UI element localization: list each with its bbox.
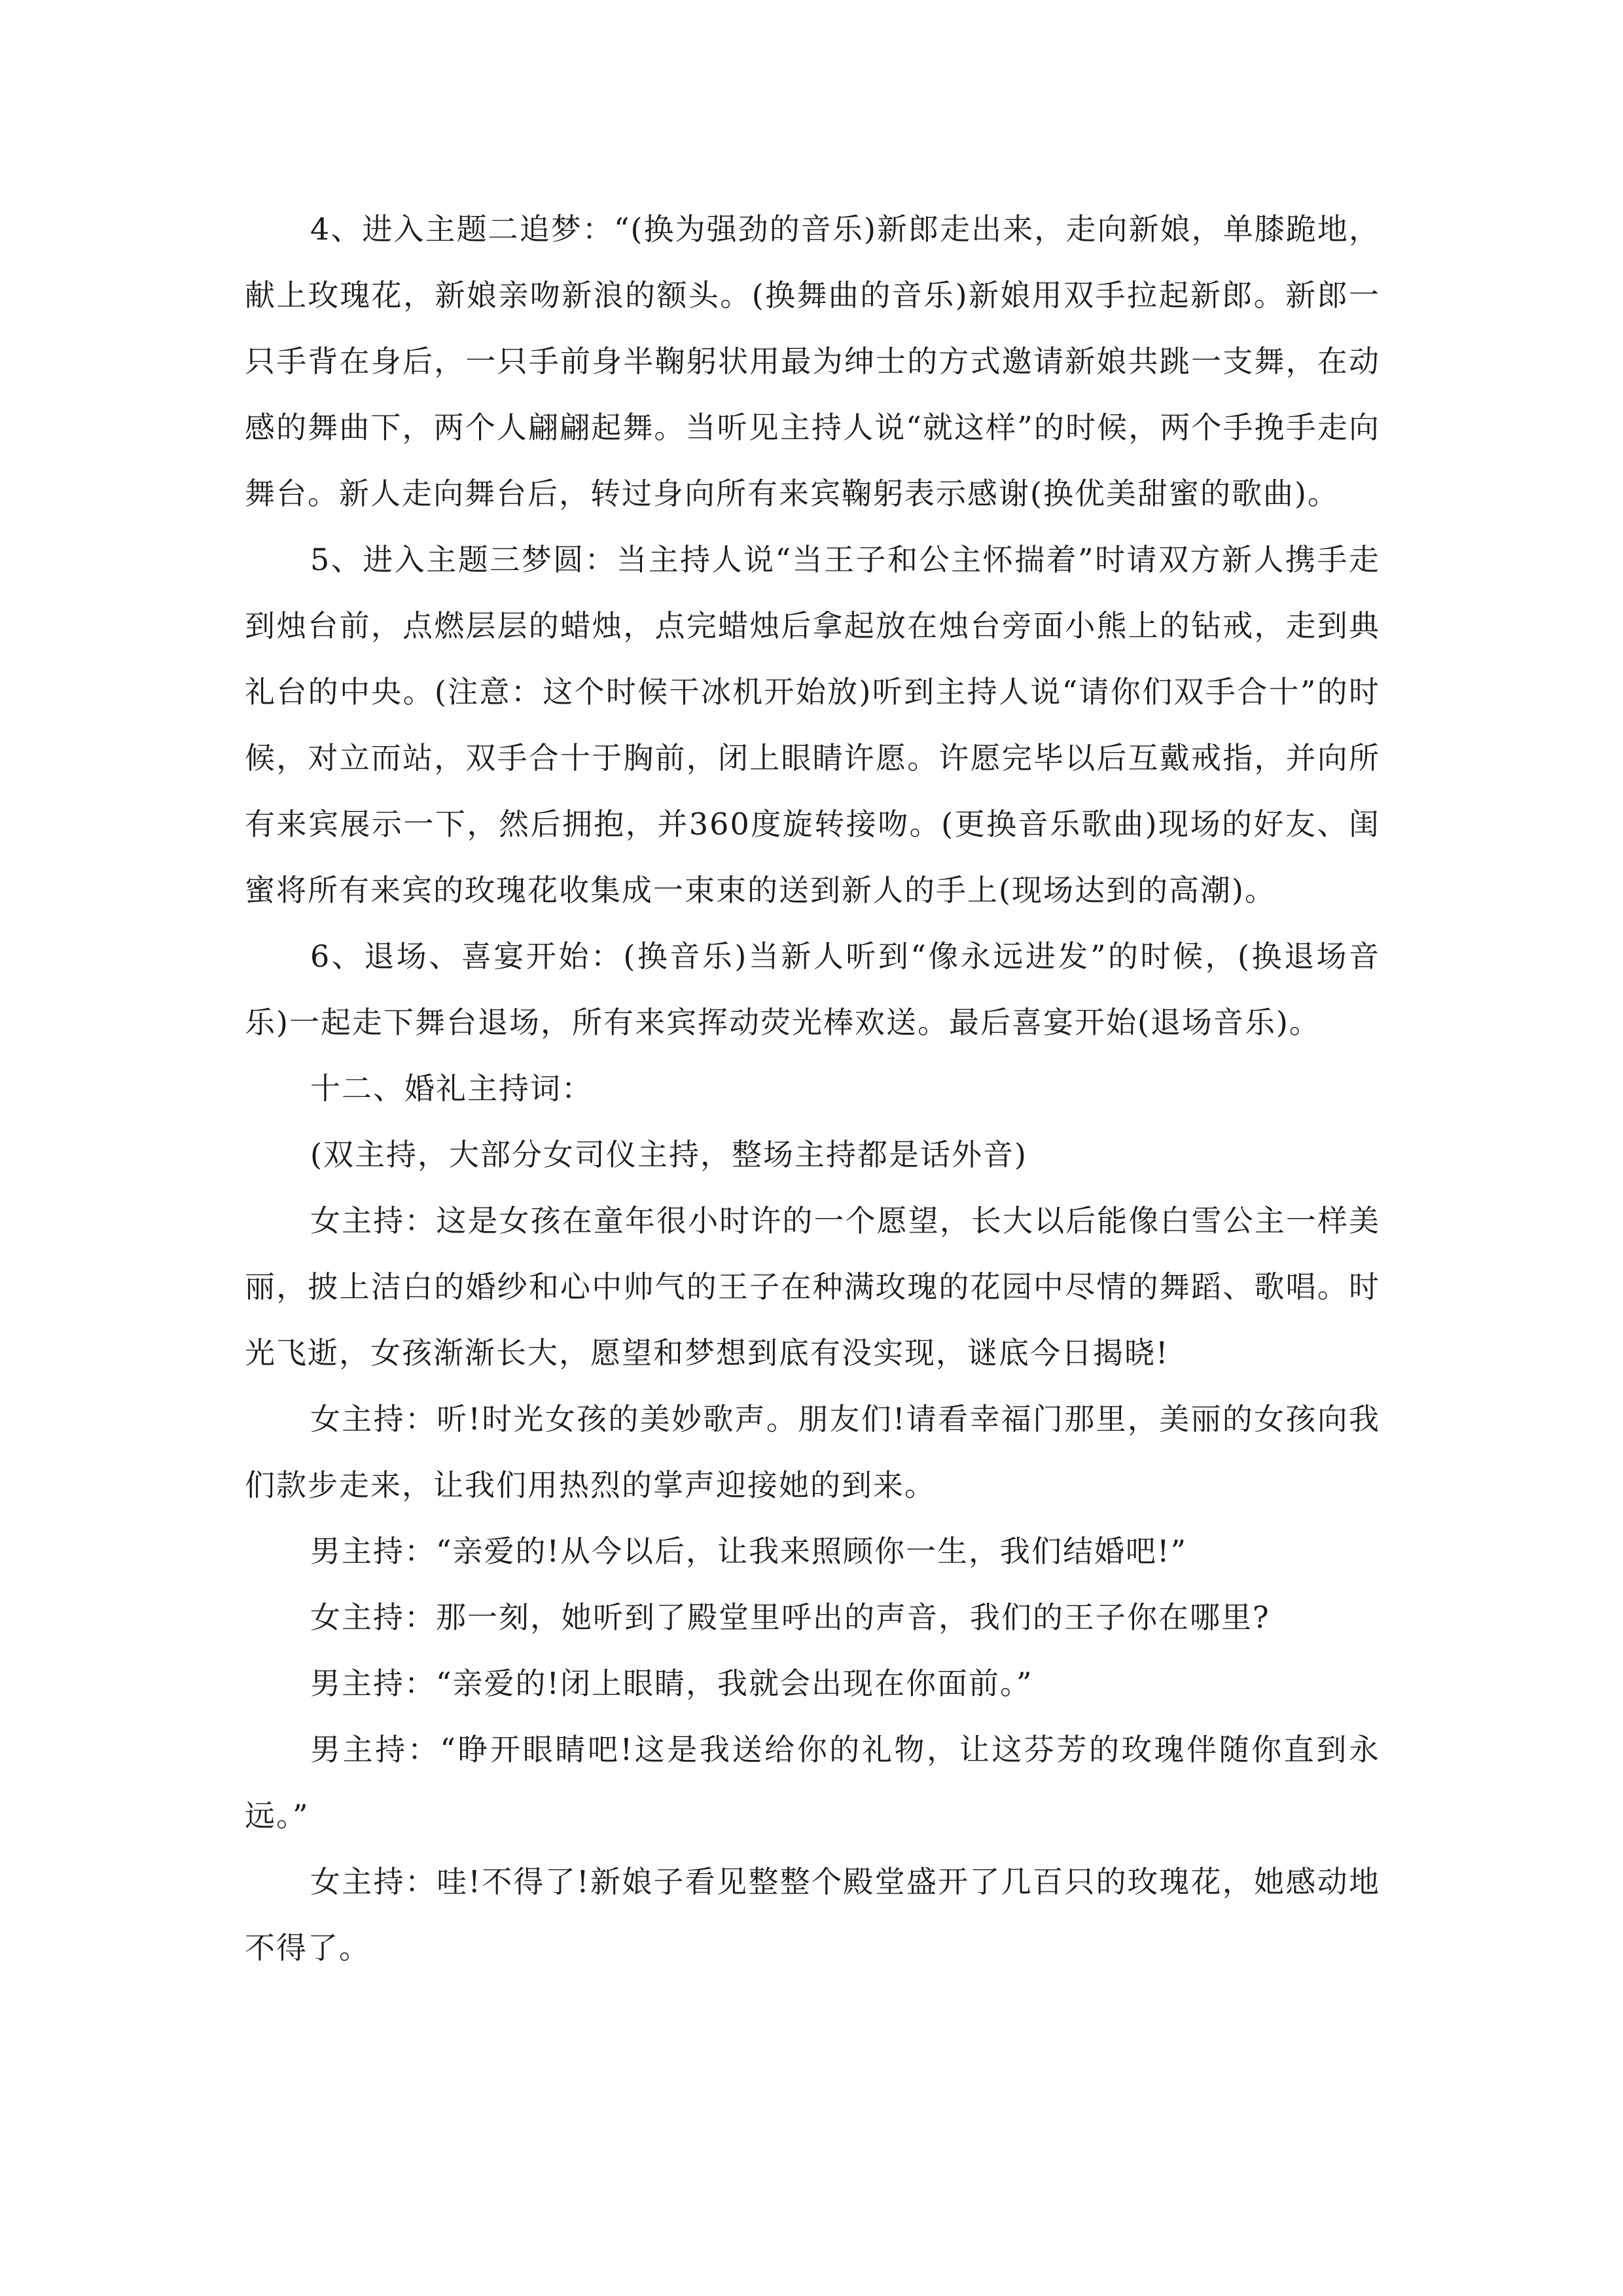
section-heading: 十二、婚礼主持词： [310, 1071, 593, 1106]
paragraph-section-4: 4、进入主题二追梦：“(换为强劲的音乐)新郎走出来，走向新娘，单膝跪地，献上玫瑰花，新娘亲吻新浪的额头。(换舞曲的音乐)新娘用双手拉起新郎。新郎一只手背在身后，一只手前身半鞠躬状用最为绅士的方式邀请新娘共跳一支舞，在动感的舞曲下，两个人翩翩起舞。当听见主持人说“就这样”的时候，两个手挽手走向舞台。新人走向舞台后，转过身向所有来宾鞠躬表示感谢(换优美甜蜜的歌曲)。 [245, 211, 1380, 511]
paragraph-note: (双主持，大部分女司仪主持，整场主持都是话外音) [310, 1137, 1027, 1172]
dialogue-line: 女主持：那一刻，她听到了殿堂里呼出的声音，我们的王子你在哪里? [310, 1600, 1270, 1635]
dialogue-line: 男主持：“亲爱的!从今以后，让我来照顾你一生，我们结婚吧!” [310, 1534, 1188, 1569]
document-body [245, 196, 1380, 1981]
paragraph-section-5: 5、进入主题三梦圆：当主持人说“当王子和公主怀揣着”时请双方新人携手走到烛台前，点燃层层的蜡烛，点完蜡烛后拿起放在烛台旁面小熊上的钻戒，走到典礼台的中央。(注意：这个时候干冰机开始放)听到主持人说“请你们双手合十”的时候，对立而站，双手合十于胸前，闭上眼睛许愿。许愿完毕以后互戴戒指，并向所有来宾展示一下，然后拥抱，并360度旋转接吻。(更换音乐歌曲)现场的好友、闺蜜将所有来宾的玫瑰花收集成一束束的送到新人的手上(现场达到的高潮)。 [245, 542, 1380, 908]
dialogue-line: 男主持：“睁开眼睛吧!这是我送给你的礼物，让这芬芳的玫瑰伴随你直到永远。” [245, 1732, 1380, 1833]
dialogue-line: 男主持：“亲爱的!闭上眼睛，我就会出现在你面前。” [310, 1666, 1033, 1701]
paragraph-section-6: 6、退场、喜宴开始：(换音乐)当新人听到“像永远进发”的时候，(换退场音乐)一起走下舞台退场，所有来宾挥动荧光棒欢送。最后喜宴开始(退场音乐)。 [245, 939, 1380, 1040]
dialogue-line: 女主持：这是女孩在童年很小时许的一个愿望，长大以后能像白雪公主一样美丽，披上洁白的婚纱和心中帅气的王子在种满玫瑰的花园中尽情的舞蹈、歌唱。时光飞逝，女孩渐渐长大，愿望和梦想到底有没实现，谜底今日揭晓! [245, 1203, 1380, 1371]
dialogue-line: 女主持：哇!不得了!新娘子看见整整个殿堂盛开了几百只的玫瑰花，她感动地不得了。 [245, 1864, 1380, 1965]
dialogue-line: 女主持：听!时光女孩的美妙歌声。朋友们!请看幸福门那里，美丽的女孩向我们款步走来，让我们用热烈的掌声迎接她的到来。 [245, 1401, 1380, 1503]
